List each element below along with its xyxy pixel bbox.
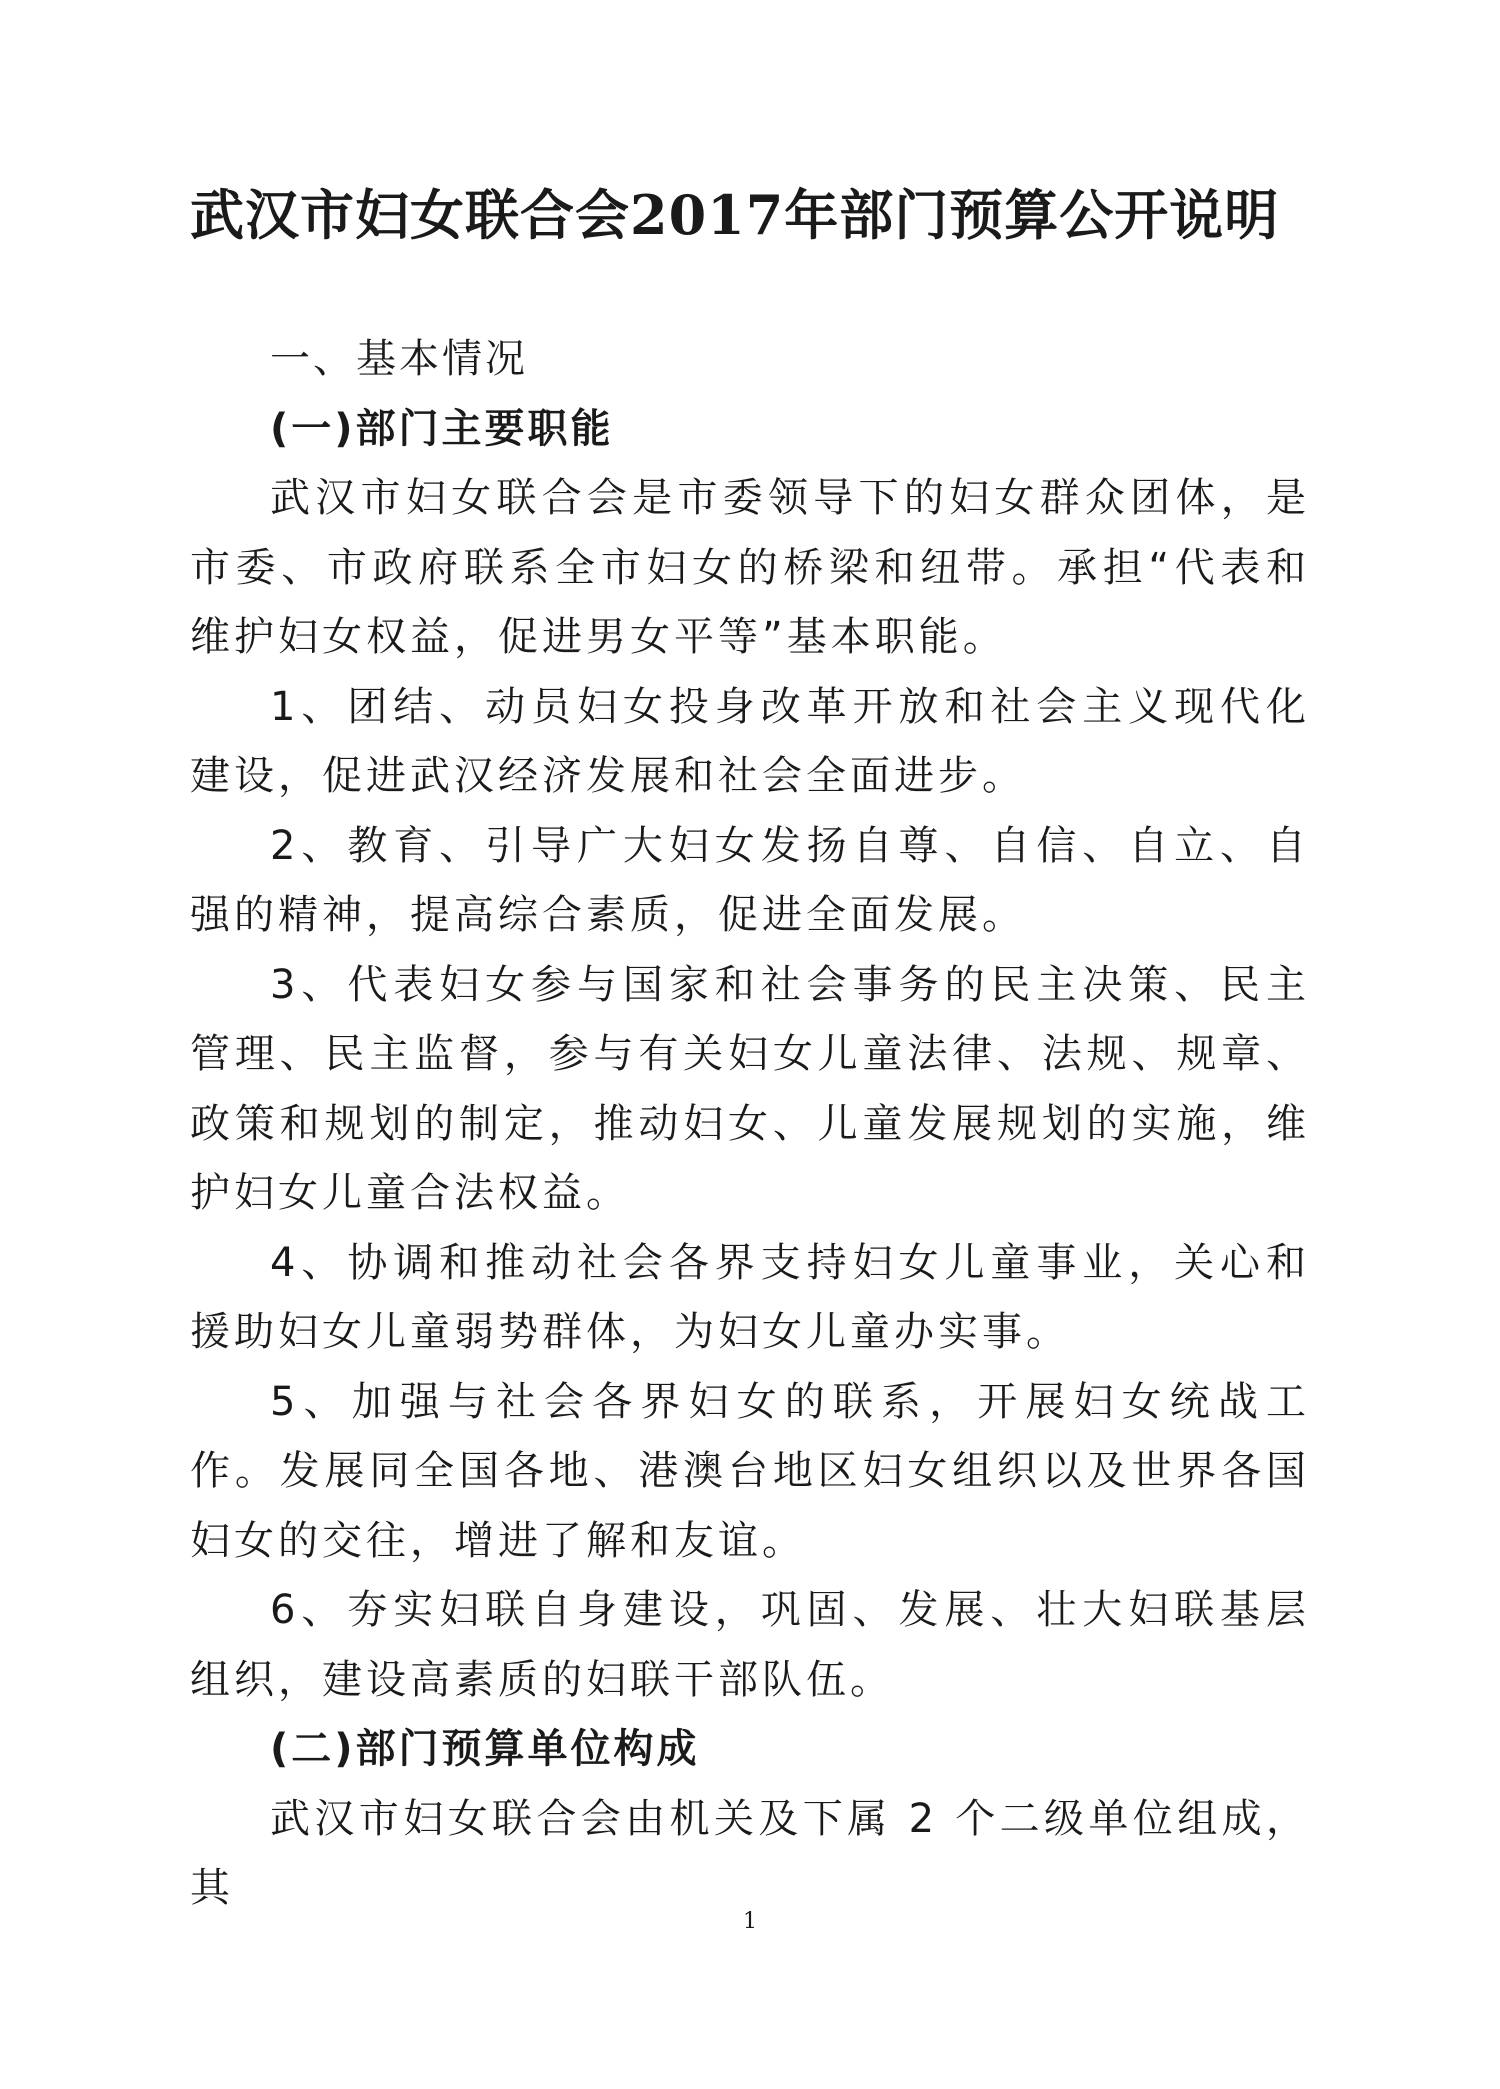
paragraph-function-4: 4、协调和推动社会各界支持妇女儿童事业，关心和援助妇女儿童弱势群体，为妇女儿童办实事。 [190, 1239, 1310, 1355]
subsection-heading-main-functions: (一)部门主要职能 [270, 405, 614, 452]
paragraph-function-2: 2、教育、引导广大妇女发扬自尊、自信、自立、自强的精神，提高综合素质，促进全面发展。 [190, 822, 1310, 938]
paragraph-function-5: 5、加强与社会各界妇女的联系，开展妇女统战工作。发展同全国各地、港澳台地区妇女组织以及世界各国妇女的交往，增进了解和友谊。 [190, 1378, 1310, 1564]
subsection-heading-budget-units: (二)部门预算单位构成 [270, 1726, 700, 1772]
paragraph-function-3: 3、代表妇女参与国家和社会事务的民主决策、民主管理、民主监督，参与有关妇女儿童法律、法规、规章、政策和规划的制定，推动妇女、儿童发展规划的实施，维护妇女儿童合法权益。 [190, 961, 1310, 1216]
paragraph-intro: 武汉市妇女联合会是市委领导下的妇女群众团体，是市委、市政府联系全市妇女的桥梁和纽带。承担“代表和维护妇女权益，促进男女平等”基本职能。 [190, 475, 1310, 660]
paragraph-function-1: 1、团结、动员妇女投身改革开放和社会主义现代化建设，促进武汉经济发展和社会全面进步。 [190, 683, 1310, 799]
page-number: 1 [743, 1909, 757, 1934]
document-title: 武汉市妇女联合会2017年部门预算公开说明 [190, 183, 1280, 247]
paragraph-function-6: 6、夯实妇联自身建设，巩固、发展、壮大妇联基层组织，建设高素质的妇联干部队伍。 [190, 1587, 1310, 1703]
section-heading-basic-info: 一、基本情况 [270, 336, 528, 382]
document-body [190, 325, 1310, 1924]
paragraph-budget-units: 武汉市妇女联合会由机关及下属 2 个二级单位组成，其 [190, 1795, 1310, 1911]
